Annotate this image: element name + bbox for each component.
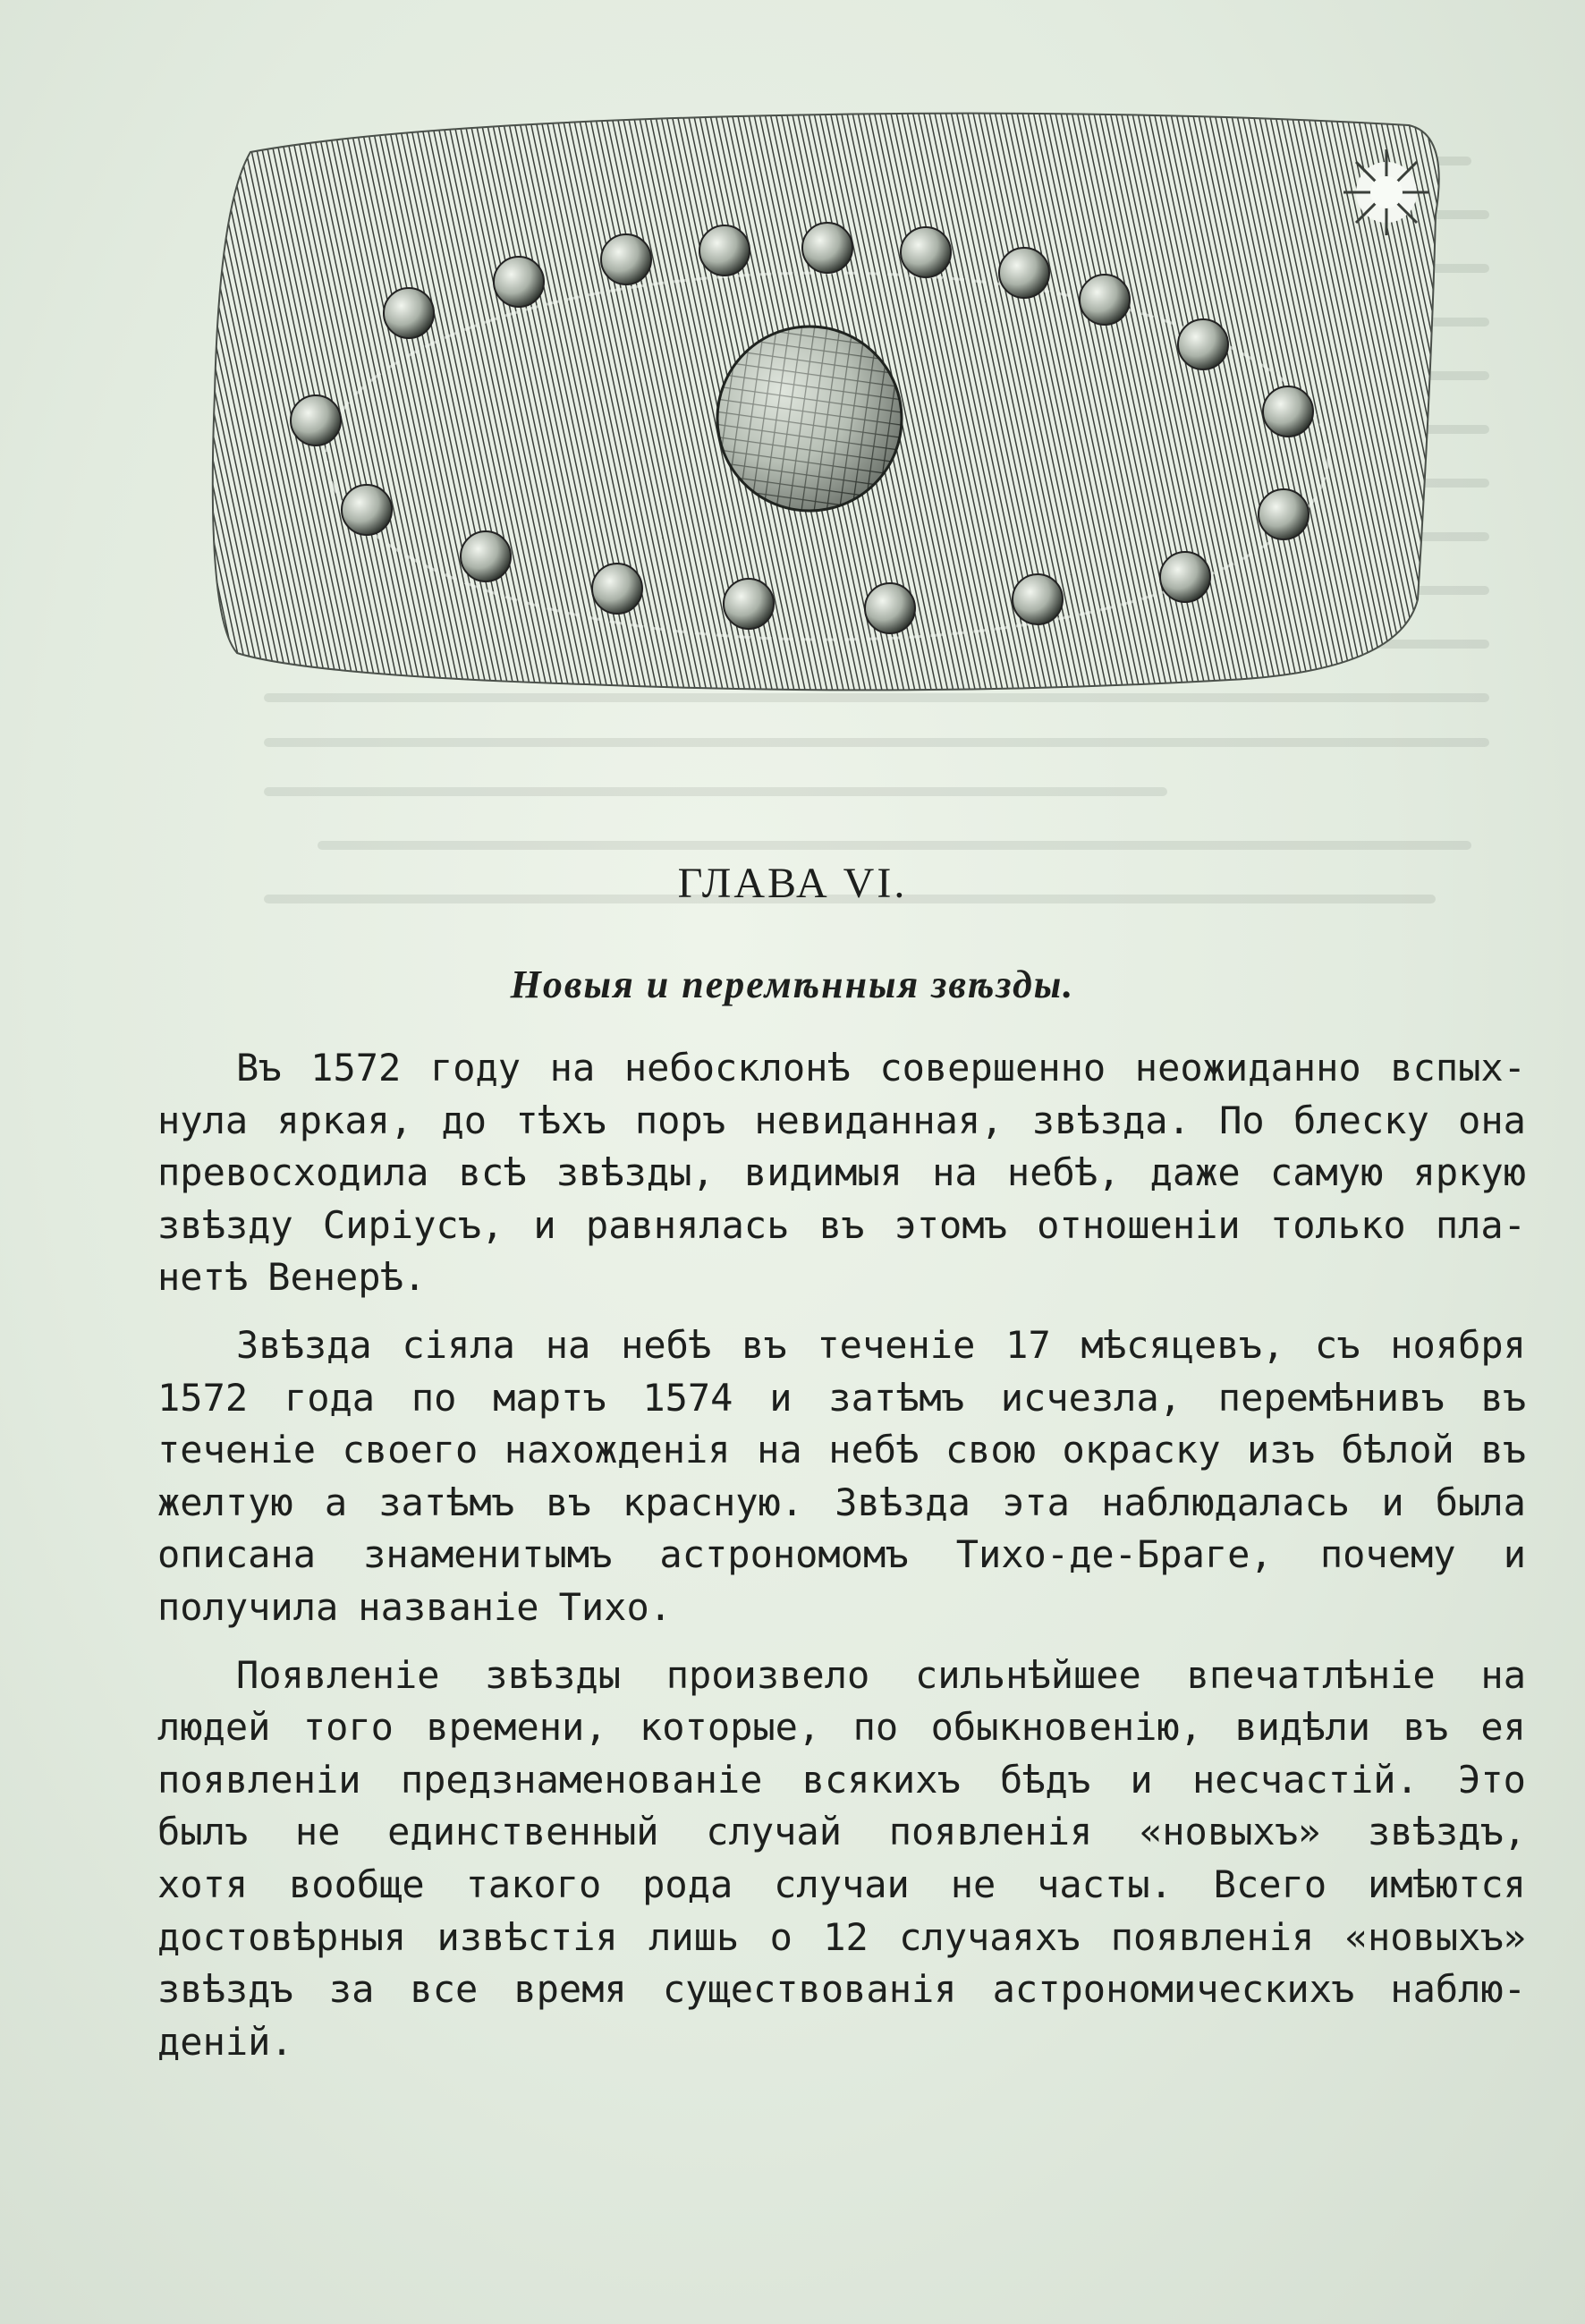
word: Появленіе [236,1652,440,1697]
word: бѣдъ [999,1757,1091,1802]
text-line [157,2016,1526,2069]
word: превосходила [157,1150,429,1195]
word: случаяхъ [899,1914,1081,1959]
word: Звѣзда [236,1322,372,1367]
word: былъ [157,1810,249,1854]
word: изъ [1247,1428,1315,1472]
word: блеску [1293,1098,1429,1142]
word: звѣзда. [1031,1098,1191,1142]
word: 17 [1005,1322,1051,1367]
word: вспых- [1390,1046,1526,1090]
word: небѣ [621,1322,712,1367]
word: звѣзды [485,1652,621,1697]
word: Тихо. [558,1584,673,1629]
word: этомъ [894,1202,1007,1247]
word: своего [342,1428,479,1472]
word: описана [157,1532,317,1577]
word: и [533,1202,556,1247]
word: Тихо-де-Браге, [955,1532,1273,1577]
word: о [769,1914,792,1959]
word: бѣлой [1341,1428,1454,1472]
word: по [411,1375,457,1420]
word: хотя [157,1862,249,1906]
word: не [294,1810,341,1854]
word: звѣздъ [157,1967,293,2012]
word: небѣ [828,1428,920,1472]
word: случай [706,1810,842,1854]
word: отношеніи [1037,1202,1241,1247]
body-text [157,1042,1526,2068]
text-line [157,1650,1526,1702]
word: въ [1480,1428,1526,1472]
word: равнялась [585,1202,790,1247]
word: совершенно [879,1046,1106,1090]
word: и [1130,1757,1153,1802]
word: звѣзды, [555,1150,715,1195]
word: ноября [1390,1322,1526,1367]
word: лишь [648,1914,740,1959]
word: всѣ [458,1150,527,1195]
text-line [157,1806,1526,1859]
word: имѣются [1367,1862,1526,1906]
paragraph-gap [157,1304,1526,1319]
word: не [950,1862,996,1906]
paragraph-gap [157,1634,1526,1650]
word: людей [157,1705,271,1750]
word: года [284,1375,376,1420]
word: году [429,1046,521,1090]
word: даже [1149,1150,1241,1195]
word: Всего [1213,1862,1327,1906]
word: Венерѣ. [267,1255,427,1300]
paragraph-1 [157,1042,1526,1304]
word: получила [157,1584,339,1629]
word: исчезла, [1000,1375,1182,1420]
word: впечатлѣніе [1186,1652,1436,1697]
word: поръ [634,1098,726,1142]
word: теченіе [157,1428,317,1472]
text-line [157,1200,1526,1252]
word: небосклонѣ [623,1046,851,1090]
word: невиданная, [754,1098,1004,1142]
word: «новыхъ» [1139,1810,1321,1854]
text-line [157,1701,1526,1754]
word: на [549,1046,596,1090]
word: 1572 [310,1046,402,1090]
word: астрономическихъ [992,1967,1355,2012]
text-line [157,1319,1526,1372]
word: астрономомъ [659,1532,909,1577]
text-line [157,1095,1526,1148]
word: сіяла [402,1322,515,1367]
word: единственный [387,1810,659,1854]
word: пла- [1435,1202,1526,1247]
word: видимыя [743,1150,903,1195]
word: эта [1002,1480,1070,1524]
word: вообще [289,1862,425,1906]
word: нахожденія [504,1428,731,1472]
word: красную. [622,1480,804,1524]
word: того [302,1705,394,1750]
text-line [157,1529,1526,1582]
word: съ [1314,1322,1360,1367]
text-line [157,1251,1526,1304]
word: Въ [236,1046,282,1090]
word: которые, [639,1705,821,1750]
word: наблю- [1390,1967,1526,2012]
word: затѣмъ [828,1375,964,1420]
word: и [769,1375,792,1420]
word: свою [945,1428,1036,1472]
text-line [157,1912,1526,1964]
text-line [157,1147,1526,1200]
text-line [157,1859,1526,1912]
word: за [328,1967,375,2012]
text-line [157,1042,1526,1095]
word: «новыхъ» [1344,1914,1526,1959]
word: ея [1480,1705,1526,1750]
text-line [157,1477,1526,1530]
word: часты. [1037,1862,1173,1906]
word: сильнѣйшее [914,1652,1141,1697]
word: время [513,1967,627,2012]
word: на [757,1428,802,1472]
word: до [441,1098,487,1142]
word: въ [742,1322,787,1367]
word: перемѣнивъ [1217,1375,1445,1420]
engraving-planet-and-globes [201,98,1471,707]
word: на [932,1150,978,1195]
word: обыкновенію, [930,1705,1202,1750]
word: случаи [774,1862,910,1906]
word: существованія [662,1967,957,2012]
text-line [157,1424,1526,1477]
word: въ [1480,1375,1526,1420]
word: небѣ, [1006,1150,1121,1195]
word: почему [1319,1532,1456,1577]
word: яркую [1412,1150,1526,1195]
word: а [324,1480,348,1524]
word: окраску [1062,1428,1221,1472]
text-line [157,1582,1526,1634]
central-planet [717,327,902,511]
text-line [157,1964,1526,2016]
word: въ [546,1480,591,1524]
word: затѣмъ [378,1480,514,1524]
word: въ [1403,1705,1449,1750]
word: мѣсяцевъ, [1081,1322,1285,1367]
word: появленія [888,1810,1093,1854]
text-line [157,1754,1526,1807]
word: самую [1269,1150,1384,1195]
word: тѣхъ [515,1098,606,1142]
word: времени, [426,1705,607,1750]
word: только [1269,1202,1406,1247]
word: теченіе [817,1322,976,1367]
word: рода [642,1862,733,1906]
word: звѣздъ, [1367,1810,1526,1854]
word: Звѣзда [835,1480,970,1524]
word: деній. [157,2019,293,2064]
paragraph-2 [157,1319,1526,1634]
word: появленіи [157,1757,361,1802]
word: она [1458,1098,1526,1142]
word: названіе [358,1584,539,1629]
word: 1572 [157,1375,249,1420]
word: на [1480,1652,1526,1697]
word: была [1435,1480,1526,1524]
word: видѣли [1234,1705,1371,1750]
word: нетѣ [157,1255,249,1300]
bright-star [1343,149,1429,235]
word: Это [1458,1757,1526,1802]
word: наблюдалась [1101,1480,1351,1524]
chapter-subtitle: Новыя и перемѣнныя звѣзды. [510,963,1075,1006]
word: несчастій. [1191,1757,1419,1802]
word: знаменитымъ [363,1532,613,1577]
word: нула [157,1098,249,1142]
word: и [1381,1480,1404,1524]
word: желтую [157,1480,293,1524]
word: такого [465,1862,602,1906]
word: на [545,1322,591,1367]
word: мартъ [493,1375,606,1420]
word: неожиданно [1134,1046,1361,1090]
word: яркая, [276,1098,413,1142]
paragraph-3 [157,1650,1526,2069]
word: извѣстія [437,1914,618,1959]
text-line [157,1372,1526,1425]
word: все [410,1967,479,2012]
word: появленія [1110,1914,1315,1959]
word: произвело [665,1652,870,1697]
word: 12 [823,1914,869,1959]
word: достовѣрныя [157,1914,407,1959]
word: предзнаменованіе [400,1757,763,1802]
word: По [1219,1098,1265,1142]
word: звѣзду [157,1202,293,1247]
word: Сиріусъ, [322,1202,504,1247]
word: по [852,1705,899,1750]
chapter-title: ГЛАВА VI. [677,860,908,907]
word: 1574 [642,1375,733,1420]
word: всякихъ [801,1757,961,1802]
word: и [1503,1532,1526,1577]
word: въ [818,1202,865,1247]
